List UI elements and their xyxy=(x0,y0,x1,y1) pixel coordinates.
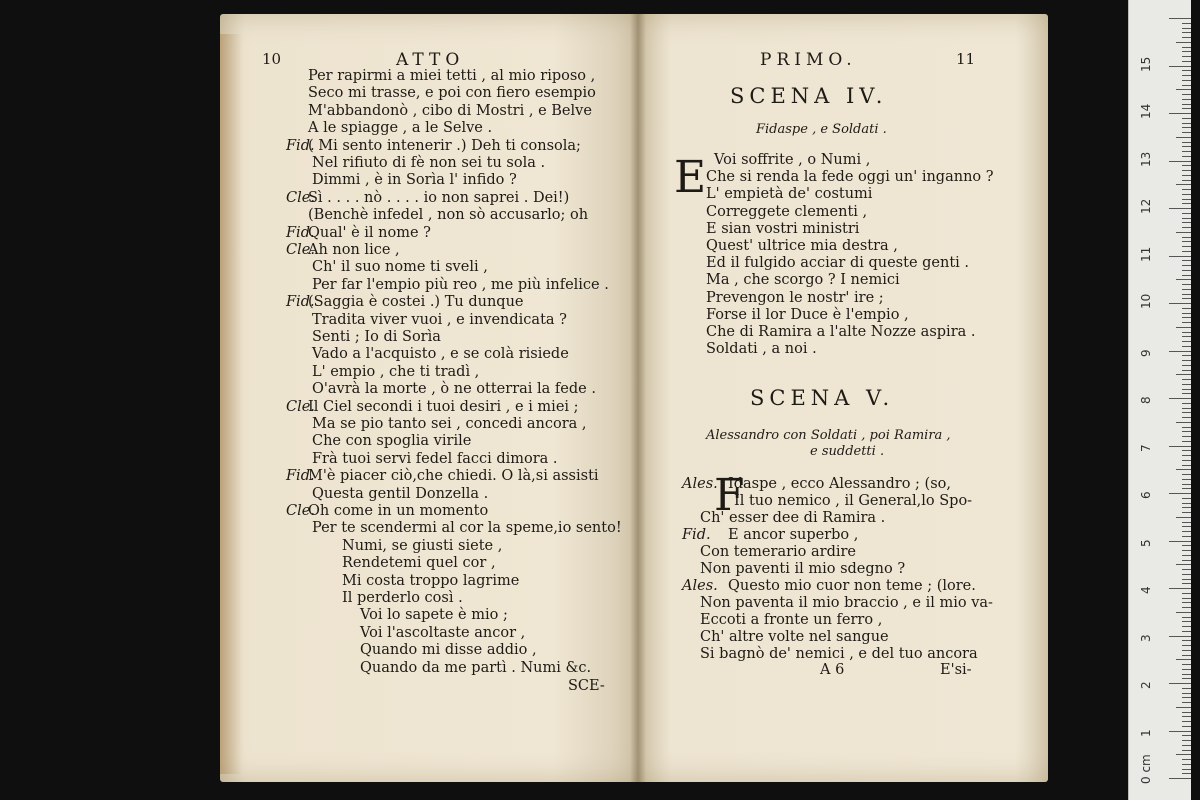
ruler-tick xyxy=(1182,436,1191,437)
ruler-tick xyxy=(1176,612,1191,613)
ruler-tick xyxy=(1182,712,1191,713)
ruler-tick xyxy=(1182,317,1191,318)
ruler-label: 0 cm xyxy=(1139,754,1153,784)
verse-line: Oh come in un momento xyxy=(308,503,489,519)
verse-line: Con temerario ardire xyxy=(700,544,857,560)
ruler-tick xyxy=(1176,422,1191,423)
verse-line: Ed il fulgido acciar di queste genti . xyxy=(706,255,970,272)
ruler-tick xyxy=(1169,208,1191,209)
verse-line: Quest' ultrice mia destra , xyxy=(706,238,898,254)
ruler-tick xyxy=(1182,123,1191,124)
verse-line: Per te scendermi al cor la speme,io sento! xyxy=(312,520,622,537)
ruler-tick xyxy=(1182,341,1191,342)
ruler-label: 13 xyxy=(1139,151,1153,167)
ruler-tick xyxy=(1182,412,1191,413)
verse-line: Correggete clementi , xyxy=(706,203,868,220)
verse-line: M'è piacer ciò,che chiedi. O là,si assisti xyxy=(308,468,599,485)
ruler-tick xyxy=(1182,104,1191,105)
verse-line: Soldati , a noi . xyxy=(706,341,817,358)
ruler-tick xyxy=(1182,721,1191,722)
verse-line: E ancor superbo , xyxy=(728,527,859,543)
ruler-tick xyxy=(1182,379,1191,380)
ruler-tick xyxy=(1182,294,1191,295)
ruler-tick xyxy=(1182,203,1191,204)
verse-line: Per far l'empio più reo , me più infelice . xyxy=(312,276,609,293)
ruler-tick xyxy=(1182,56,1191,57)
ruler-tick xyxy=(1182,503,1191,504)
ruler-tick xyxy=(1182,479,1191,480)
ruler-tick xyxy=(1182,526,1191,527)
verse-line: Sì . . . . nò . . . . io non saprei . Dei!) xyxy=(308,189,570,206)
ruler-tick xyxy=(1182,132,1191,133)
ruler-label: 3 xyxy=(1139,633,1153,642)
verse-line: L' empio , che ti tradì , xyxy=(312,363,480,380)
ruler-tick xyxy=(1182,23,1191,24)
verse-line: Dimmi , è in Sorìa l' infido ? xyxy=(312,172,517,189)
ruler-label: 5 xyxy=(1139,538,1153,547)
ruler-tick xyxy=(1182,655,1191,656)
ruler-tick xyxy=(1169,303,1191,304)
ruler-tick xyxy=(1176,754,1191,755)
ruler-tick xyxy=(1182,51,1191,52)
verse-line: Vado a l'acquisto , e se colà risiede xyxy=(312,346,569,363)
speaker-label: Ales. xyxy=(682,578,718,594)
verse-line: Seco mi trasse, e poi con fiero esempio xyxy=(308,85,596,102)
ruler-tick xyxy=(1182,626,1191,627)
drop-cap: E xyxy=(674,152,707,203)
ruler-tick xyxy=(1182,389,1191,390)
ruler-label: 15 xyxy=(1139,56,1153,72)
ruler-tick xyxy=(1182,598,1191,599)
ruler-tick xyxy=(1169,66,1191,67)
ruler-tick xyxy=(1182,61,1191,62)
ruler-tick xyxy=(1176,89,1191,90)
ruler-tick xyxy=(1182,431,1191,432)
ruler-tick xyxy=(1169,351,1191,352)
ruler-tick xyxy=(1182,607,1191,608)
page-number: 10 xyxy=(262,50,282,68)
verse-line: Qual' è il nome ? xyxy=(308,224,431,241)
ruler-tick xyxy=(1182,156,1191,157)
verse-line: ( Mi sento intenerir .) Deh ti consola; xyxy=(308,137,581,154)
speaker-label: Ales. xyxy=(682,476,718,492)
ruler-tick xyxy=(1182,251,1191,252)
ruler-tick xyxy=(1176,327,1191,328)
ruler-tick xyxy=(1169,113,1191,114)
verse-line: Che con spoglia virile xyxy=(312,433,472,450)
ruler-tick xyxy=(1182,669,1191,670)
ruler-tick xyxy=(1182,142,1191,143)
ruler-tick xyxy=(1182,47,1191,48)
ruler-tick xyxy=(1182,735,1191,736)
ruler-tick xyxy=(1182,403,1191,404)
ruler-tick xyxy=(1182,702,1191,703)
ruler-tick xyxy=(1182,336,1191,337)
ruler-tick xyxy=(1182,427,1191,428)
ruler-label: 11 xyxy=(1139,246,1153,262)
ruler-tick xyxy=(1182,678,1191,679)
verse-line: Voi soffrite , o Numi , xyxy=(714,152,871,168)
ruler-tick xyxy=(1182,275,1191,276)
ruler-tick xyxy=(1182,560,1191,561)
catchword: E'si- xyxy=(940,662,972,678)
ruler-tick xyxy=(1176,659,1191,660)
ruler-tick xyxy=(1169,161,1191,162)
ruler-tick xyxy=(1182,165,1191,166)
ruler-tick xyxy=(1182,602,1191,603)
speaker-label: Cle. xyxy=(286,189,315,206)
ruler-tick xyxy=(1182,384,1191,385)
book-gutter xyxy=(630,14,646,782)
ruler-tick xyxy=(1182,189,1191,190)
ruler-tick xyxy=(1182,151,1191,152)
ruler-tick xyxy=(1182,80,1191,81)
ruler-tick xyxy=(1182,450,1191,451)
verse-line: Questo mio cuor non teme ; (lore. xyxy=(728,578,976,594)
ruler-label: 10 xyxy=(1139,293,1153,309)
ruler-tick xyxy=(1182,764,1191,765)
ruler-tick xyxy=(1182,640,1191,641)
drop-cap: F xyxy=(714,470,745,521)
ruler-tick xyxy=(1182,460,1191,461)
verse-line: Eccoti a fronte un ferro , xyxy=(700,612,883,628)
ruler-tick xyxy=(1182,70,1191,71)
ruler-tick xyxy=(1182,583,1191,584)
left-page xyxy=(220,14,638,782)
ruler-tick xyxy=(1182,298,1191,299)
ruler-tick xyxy=(1182,726,1191,727)
verse-line: Rendetemi quel cor , xyxy=(342,555,496,572)
verse-line: Non paventi il mio sdegno ? xyxy=(700,561,906,577)
ruler-tick xyxy=(1182,750,1191,751)
verse-line: Voi lo sapete è mio ; xyxy=(360,607,508,624)
scene-heading: SCENA V. xyxy=(750,386,895,410)
ruler-label: 9 xyxy=(1139,348,1153,357)
ruler-tick xyxy=(1176,707,1191,708)
ruler-label: 8 xyxy=(1139,396,1153,404)
ruler-tick xyxy=(1182,218,1191,219)
verse-line: Il perderlo così . xyxy=(342,590,463,606)
ruler-tick xyxy=(1182,146,1191,147)
ruler-tick xyxy=(1176,517,1191,518)
scene-cast: Fidaspe , e Soldati . xyxy=(756,122,887,137)
ruler-tick xyxy=(1176,137,1191,138)
ruler-tick xyxy=(1182,745,1191,746)
ruler-tick xyxy=(1182,522,1191,523)
ruler-label: 4 xyxy=(1139,586,1153,594)
speaker-label: Cle. xyxy=(286,503,315,519)
ruler-tick xyxy=(1182,531,1191,532)
ruler-tick xyxy=(1182,94,1191,95)
ruler-tick xyxy=(1176,232,1191,233)
ruler-tick xyxy=(1182,716,1191,717)
ruler-tick xyxy=(1182,688,1191,689)
page-number: 11 xyxy=(956,50,976,68)
ruler-tick xyxy=(1182,170,1191,171)
page-stain xyxy=(220,34,242,774)
ruler-tick xyxy=(1182,408,1191,409)
ruler-tick xyxy=(1182,769,1191,770)
ruler-tick xyxy=(1182,199,1191,200)
scene-cast: Alessandro con Soldati , poi Ramira , xyxy=(706,428,951,443)
ruler-tick xyxy=(1182,498,1191,499)
ruler-label: 7 xyxy=(1139,443,1153,452)
ruler-tick xyxy=(1182,108,1191,109)
verse-line: L' empietà de' costumi xyxy=(706,186,873,203)
verse-line: Quando mi disse addio , xyxy=(360,642,537,659)
ruler-tick xyxy=(1169,398,1191,399)
ruler-tick xyxy=(1182,127,1191,128)
measuring-ruler xyxy=(1128,0,1191,800)
ruler-tick xyxy=(1182,175,1191,176)
ruler-label: 14 xyxy=(1139,103,1153,119)
ruler-label: 12 xyxy=(1139,198,1153,214)
scene-cast: e suddetti . xyxy=(810,444,885,459)
ruler-tick xyxy=(1182,37,1191,38)
verse-line: Per rapirmi a miei tetti , al mio riposo , xyxy=(308,68,596,84)
ruler-tick xyxy=(1182,484,1191,485)
signature-mark: A 6 xyxy=(820,662,845,678)
ruler-tick xyxy=(1182,194,1191,195)
ruler-tick xyxy=(1182,693,1191,694)
ruler-tick xyxy=(1169,541,1191,542)
verse-line: Voi l'ascoltaste ancor , xyxy=(360,624,526,641)
verse-line: Senti ; Io di Sorìa xyxy=(312,329,441,345)
verse-line: Nel rifiuto di fè non sei tu sola . xyxy=(312,155,546,171)
ruler-tick xyxy=(1182,75,1191,76)
ruler-tick xyxy=(1182,360,1191,361)
ruler-label: 2 xyxy=(1139,681,1153,689)
ruler-tick xyxy=(1169,683,1191,684)
ruler-tick xyxy=(1182,265,1191,266)
verse-line: Si bagnò de' nemici , e del tuo ancora xyxy=(700,646,978,662)
ruler-tick xyxy=(1182,346,1191,347)
ruler-tick xyxy=(1182,85,1191,86)
verse-line: A le spiagge , a le Selve . xyxy=(308,120,493,137)
ruler-tick xyxy=(1182,180,1191,181)
ruler-tick xyxy=(1182,28,1191,29)
ruler-tick xyxy=(1182,536,1191,537)
ruler-tick xyxy=(1182,465,1191,466)
ruler-tick xyxy=(1182,213,1191,214)
ruler-tick xyxy=(1182,621,1191,622)
speaker-label: Cle. xyxy=(286,242,315,258)
running-head: PRIMO. xyxy=(760,50,857,70)
verse-line: Non paventa il mio braccio , e il mio va- xyxy=(700,595,993,611)
verse-line: Che si renda la fede oggi un' inganno ? xyxy=(706,169,994,186)
right-page xyxy=(638,14,1048,782)
verse-line: Quando da me partì . Numi &c. xyxy=(360,659,592,676)
ruler-tick xyxy=(1182,759,1191,760)
ruler-tick xyxy=(1182,631,1191,632)
ruler-tick xyxy=(1182,365,1191,366)
ruler-tick xyxy=(1169,588,1191,589)
ruler-tick xyxy=(1182,579,1191,580)
ruler-tick xyxy=(1182,99,1191,100)
speaker-label: Fid. xyxy=(286,137,315,154)
ruler-tick xyxy=(1182,507,1191,508)
ruler-tick xyxy=(1169,636,1191,637)
ruler-tick xyxy=(1182,332,1191,333)
speaker-label: Fid. xyxy=(286,468,315,485)
ruler-tick xyxy=(1182,593,1191,594)
ruler-tick xyxy=(1169,778,1191,779)
ruler-tick xyxy=(1182,455,1191,456)
verse-line: Ma se pio tanto sei , concedi ancora , xyxy=(312,416,587,432)
ruler-tick xyxy=(1182,118,1191,119)
ruler-tick xyxy=(1182,617,1191,618)
ruler-tick xyxy=(1169,18,1191,19)
verse-line: Idaspe , ecco Alessandro ; (so, xyxy=(728,476,951,492)
ruler-tick xyxy=(1182,289,1191,290)
ruler-tick xyxy=(1169,493,1191,494)
ruler-tick xyxy=(1182,313,1191,314)
ruler-tick xyxy=(1182,664,1191,665)
ruler-tick xyxy=(1176,564,1191,565)
verse-line: Il Ciel secondi i tuoi desiri , e i miei ; xyxy=(308,398,579,415)
verse-line: (Saggia è costei .) Tu dunque xyxy=(308,294,524,311)
ruler-tick xyxy=(1176,42,1191,43)
ruler-tick xyxy=(1169,256,1191,257)
ruler-label: 1 xyxy=(1139,728,1153,737)
ruler-tick xyxy=(1182,222,1191,223)
verse-line: E sian vostri ministri xyxy=(706,220,860,237)
verse-line: Ch' esser dee di Ramira . xyxy=(700,510,886,526)
ruler-tick xyxy=(1182,393,1191,394)
ruler-tick xyxy=(1182,569,1191,570)
ruler-tick xyxy=(1182,550,1191,551)
ruler-tick xyxy=(1182,355,1191,356)
ruler-tick xyxy=(1182,674,1191,675)
ruler-tick xyxy=(1182,474,1191,475)
ruler-tick xyxy=(1182,512,1191,513)
verse-line: Questa gentil Donzella . xyxy=(312,485,489,502)
ruler-tick xyxy=(1182,697,1191,698)
ruler-tick xyxy=(1182,270,1191,271)
ruler-tick xyxy=(1182,773,1191,774)
speaker-label: Cle. xyxy=(286,398,315,415)
ruler-tick xyxy=(1182,650,1191,651)
ruler-tick xyxy=(1182,545,1191,546)
ruler-tick xyxy=(1182,284,1191,285)
ruler-tick xyxy=(1182,241,1191,242)
catchword: SCE- xyxy=(568,678,605,694)
verse-line: Ah non lice , xyxy=(308,242,400,258)
ruler-tick xyxy=(1176,184,1191,185)
ruler-tick xyxy=(1176,469,1191,470)
ruler-tick xyxy=(1182,441,1191,442)
ruler-tick xyxy=(1182,246,1191,247)
verse-line: Mi costa troppo lagrime xyxy=(342,572,520,589)
speaker-label: Fid. xyxy=(286,294,315,311)
open-book xyxy=(220,14,1048,782)
running-head: ATTO xyxy=(396,50,465,70)
speaker-label: Fid. xyxy=(286,224,315,241)
ruler-tick xyxy=(1182,322,1191,323)
verse-line: Numi, se giusti siete , xyxy=(342,537,503,554)
ruler-tick xyxy=(1182,308,1191,309)
ruler-tick xyxy=(1182,237,1191,238)
ruler-tick xyxy=(1182,740,1191,741)
verse-line: M'abbandonò , cibo di Mostri , e Belve xyxy=(308,102,592,119)
verse-line: Frà tuoi servi fedel facci dimora . xyxy=(312,450,558,467)
verse-line: Tradita viver vuoi , e invendicata ? xyxy=(312,311,567,328)
ruler-tick xyxy=(1182,645,1191,646)
verse-line: (Benchè infedel , non sò accusarlo; oh xyxy=(308,207,589,224)
ruler-tick xyxy=(1182,417,1191,418)
ruler-tick xyxy=(1182,260,1191,261)
ruler-tick xyxy=(1176,374,1191,375)
ruler-tick xyxy=(1176,279,1191,280)
verse-line: Il tuo nemico , il General,lo Spo- xyxy=(734,493,973,509)
verse-line: Che di Ramira a l'alte Nozze aspira . xyxy=(706,324,976,340)
ruler-label: 6 xyxy=(1139,491,1153,499)
verse-line: Ch' il suo nome ti sveli , xyxy=(312,259,488,276)
ruler-tick xyxy=(1169,731,1191,732)
verse-line: Ma , che scorgo ? I nemici xyxy=(706,272,900,289)
ruler-tick xyxy=(1169,446,1191,447)
speaker-label: Fid. xyxy=(682,527,711,543)
verse-line: O'avrà la morte , ò ne otterrai la fede . xyxy=(312,381,596,398)
scene-heading: SCENA IV. xyxy=(730,84,888,108)
ruler-tick xyxy=(1182,574,1191,575)
ruler-tick xyxy=(1182,488,1191,489)
verse-line: Forse il lor Duce è l'empio , xyxy=(706,306,909,323)
ruler-tick xyxy=(1182,555,1191,556)
verse-line: Prevengon le nostr' ire ; xyxy=(706,289,884,306)
verse-line: Ch' altre volte nel sangue xyxy=(700,629,889,645)
ruler-tick xyxy=(1182,370,1191,371)
ruler-tick xyxy=(1182,227,1191,228)
ruler-tick xyxy=(1182,32,1191,33)
